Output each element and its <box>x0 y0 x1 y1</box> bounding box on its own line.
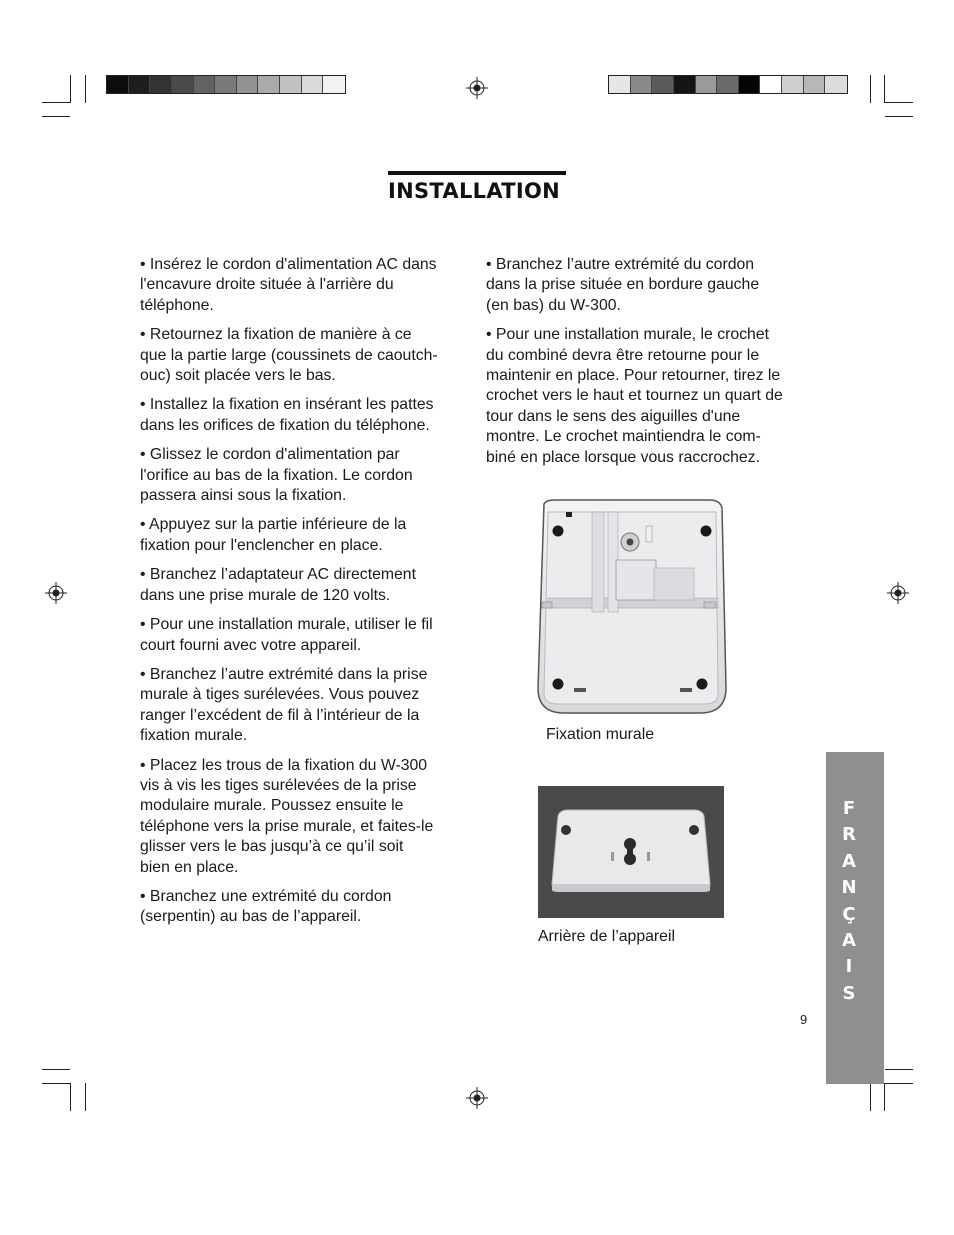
calibration-swatch <box>172 76 194 93</box>
instruction-paragraph: • Appuyez sur la partie inférieure de la fixation pour l'enclencher en place. <box>140 516 407 554</box>
device-back-photo <box>538 786 724 918</box>
language-letter: S <box>842 982 856 1004</box>
instruction-paragraph: • Pour une installation murale, le crochet du combiné devra être retourne pour le maintenir en place. Pour retourner, tirez le crochet vers le haut et tournez un quart de tour dans le sens des aiguilles d'une montre. Le crochet maintiendra le com- biné en place lorsque vous raccrochez. <box>486 326 783 466</box>
instruction-paragraph: • Pour une installation murale, utiliser le fil court fourni avec votre appareil. <box>140 616 433 654</box>
registration-mark-right-icon <box>887 582 909 604</box>
instruction-paragraph: • Placez les trous de la fixation du W-300 vis à vis les tiges surélevées de la prise modulaire murale. Poussez ensuite le téléphone vers la prise murale, et faites-le glisser vers le bas jusqu’à ce qu’il soit bien en place. <box>140 756 434 876</box>
instruction-paragraph: • Glissez le cordon d'alimentation par l'orifice au bas de la fixation. Le cordon passera ainsi sous la fixation. <box>140 446 413 505</box>
instruction-paragraph: • Branchez l’adaptateur AC directement dans une prise murale de 120 volts. <box>140 566 416 604</box>
instruction-paragraph: • Retournez la fixation de manière à ce que la partie large (coussinets de caoutch- ouc) soit placée vers le bas. <box>140 326 438 385</box>
page-number: 9 <box>800 1012 808 1027</box>
language-letter: I <box>845 956 853 978</box>
calibration-swatch <box>652 76 674 93</box>
calibration-swatch <box>107 76 129 93</box>
calibration-swatch <box>717 76 739 93</box>
calibration-swatch <box>280 76 302 93</box>
instruction-paragraph: • Installez la fixation en insérant les pattes dans les orifices de fixation du téléphone. <box>140 396 434 434</box>
calibration-swatch <box>631 76 653 93</box>
calibration-swatch <box>129 76 151 93</box>
device-back-caption: Arrière de l’appareil <box>538 928 675 945</box>
calibration-swatch <box>258 76 280 93</box>
language-tab <box>826 752 884 1084</box>
calibration-swatch <box>237 76 259 93</box>
instruction-paragraph: • Branchez l’autre extrémité du cordon dans la prise située en bordure gauche (en bas) du W-300. <box>486 256 760 314</box>
language-tab-letters <box>826 796 872 1007</box>
calibration-swatch <box>782 76 804 93</box>
calibration-swatch <box>150 76 172 93</box>
calibration-swatch <box>825 76 847 93</box>
calibration-swatch <box>804 76 826 93</box>
instruction-paragraph: • Branchez l’autre extrémité dans la prise murale à tiges surélevées. Vous pouvez ranger l’excédent de fil à l’intérieur de la fixation murale. <box>140 665 428 745</box>
calibration-swatch <box>674 76 696 93</box>
language-letter: Ç <box>842 903 856 925</box>
calibration-swatch <box>739 76 761 93</box>
calibration-bar-right <box>608 75 848 94</box>
calibration-swatch <box>696 76 718 93</box>
language-letter: N <box>841 877 857 899</box>
calibration-swatch <box>302 76 324 93</box>
device-back-illustration <box>538 786 724 918</box>
calibration-swatch <box>609 76 631 93</box>
wall-mount-caption: Fixation murale <box>546 726 654 743</box>
calibration-swatch <box>323 76 345 93</box>
instruction-paragraph: • Insérez le cordon d'alimentation AC dans l'encavure droite située à l'arrière du téléphone. <box>140 256 437 314</box>
right-column <box>486 255 814 477</box>
registration-mark-left-icon <box>45 582 67 604</box>
language-letter: R <box>842 824 856 846</box>
registration-mark-top-icon <box>466 77 488 99</box>
instruction-paragraph: • Branchez une extrémité du cordon (serpentin) au bas de l’appareil. <box>140 887 392 926</box>
language-letter: A <box>842 850 856 872</box>
page-title: INSTALLATION <box>388 179 561 203</box>
calibration-swatch <box>215 76 237 93</box>
title-rule <box>388 171 566 175</box>
calibration-swatch <box>760 76 782 93</box>
language-letter: F <box>842 798 856 819</box>
left-column <box>140 255 470 937</box>
wall-mount-illustration <box>534 498 728 716</box>
calibration-bar-left <box>106 75 346 94</box>
calibration-swatch <box>194 76 216 93</box>
language-letter: A <box>842 930 856 952</box>
registration-mark-bottom-icon <box>466 1087 488 1109</box>
